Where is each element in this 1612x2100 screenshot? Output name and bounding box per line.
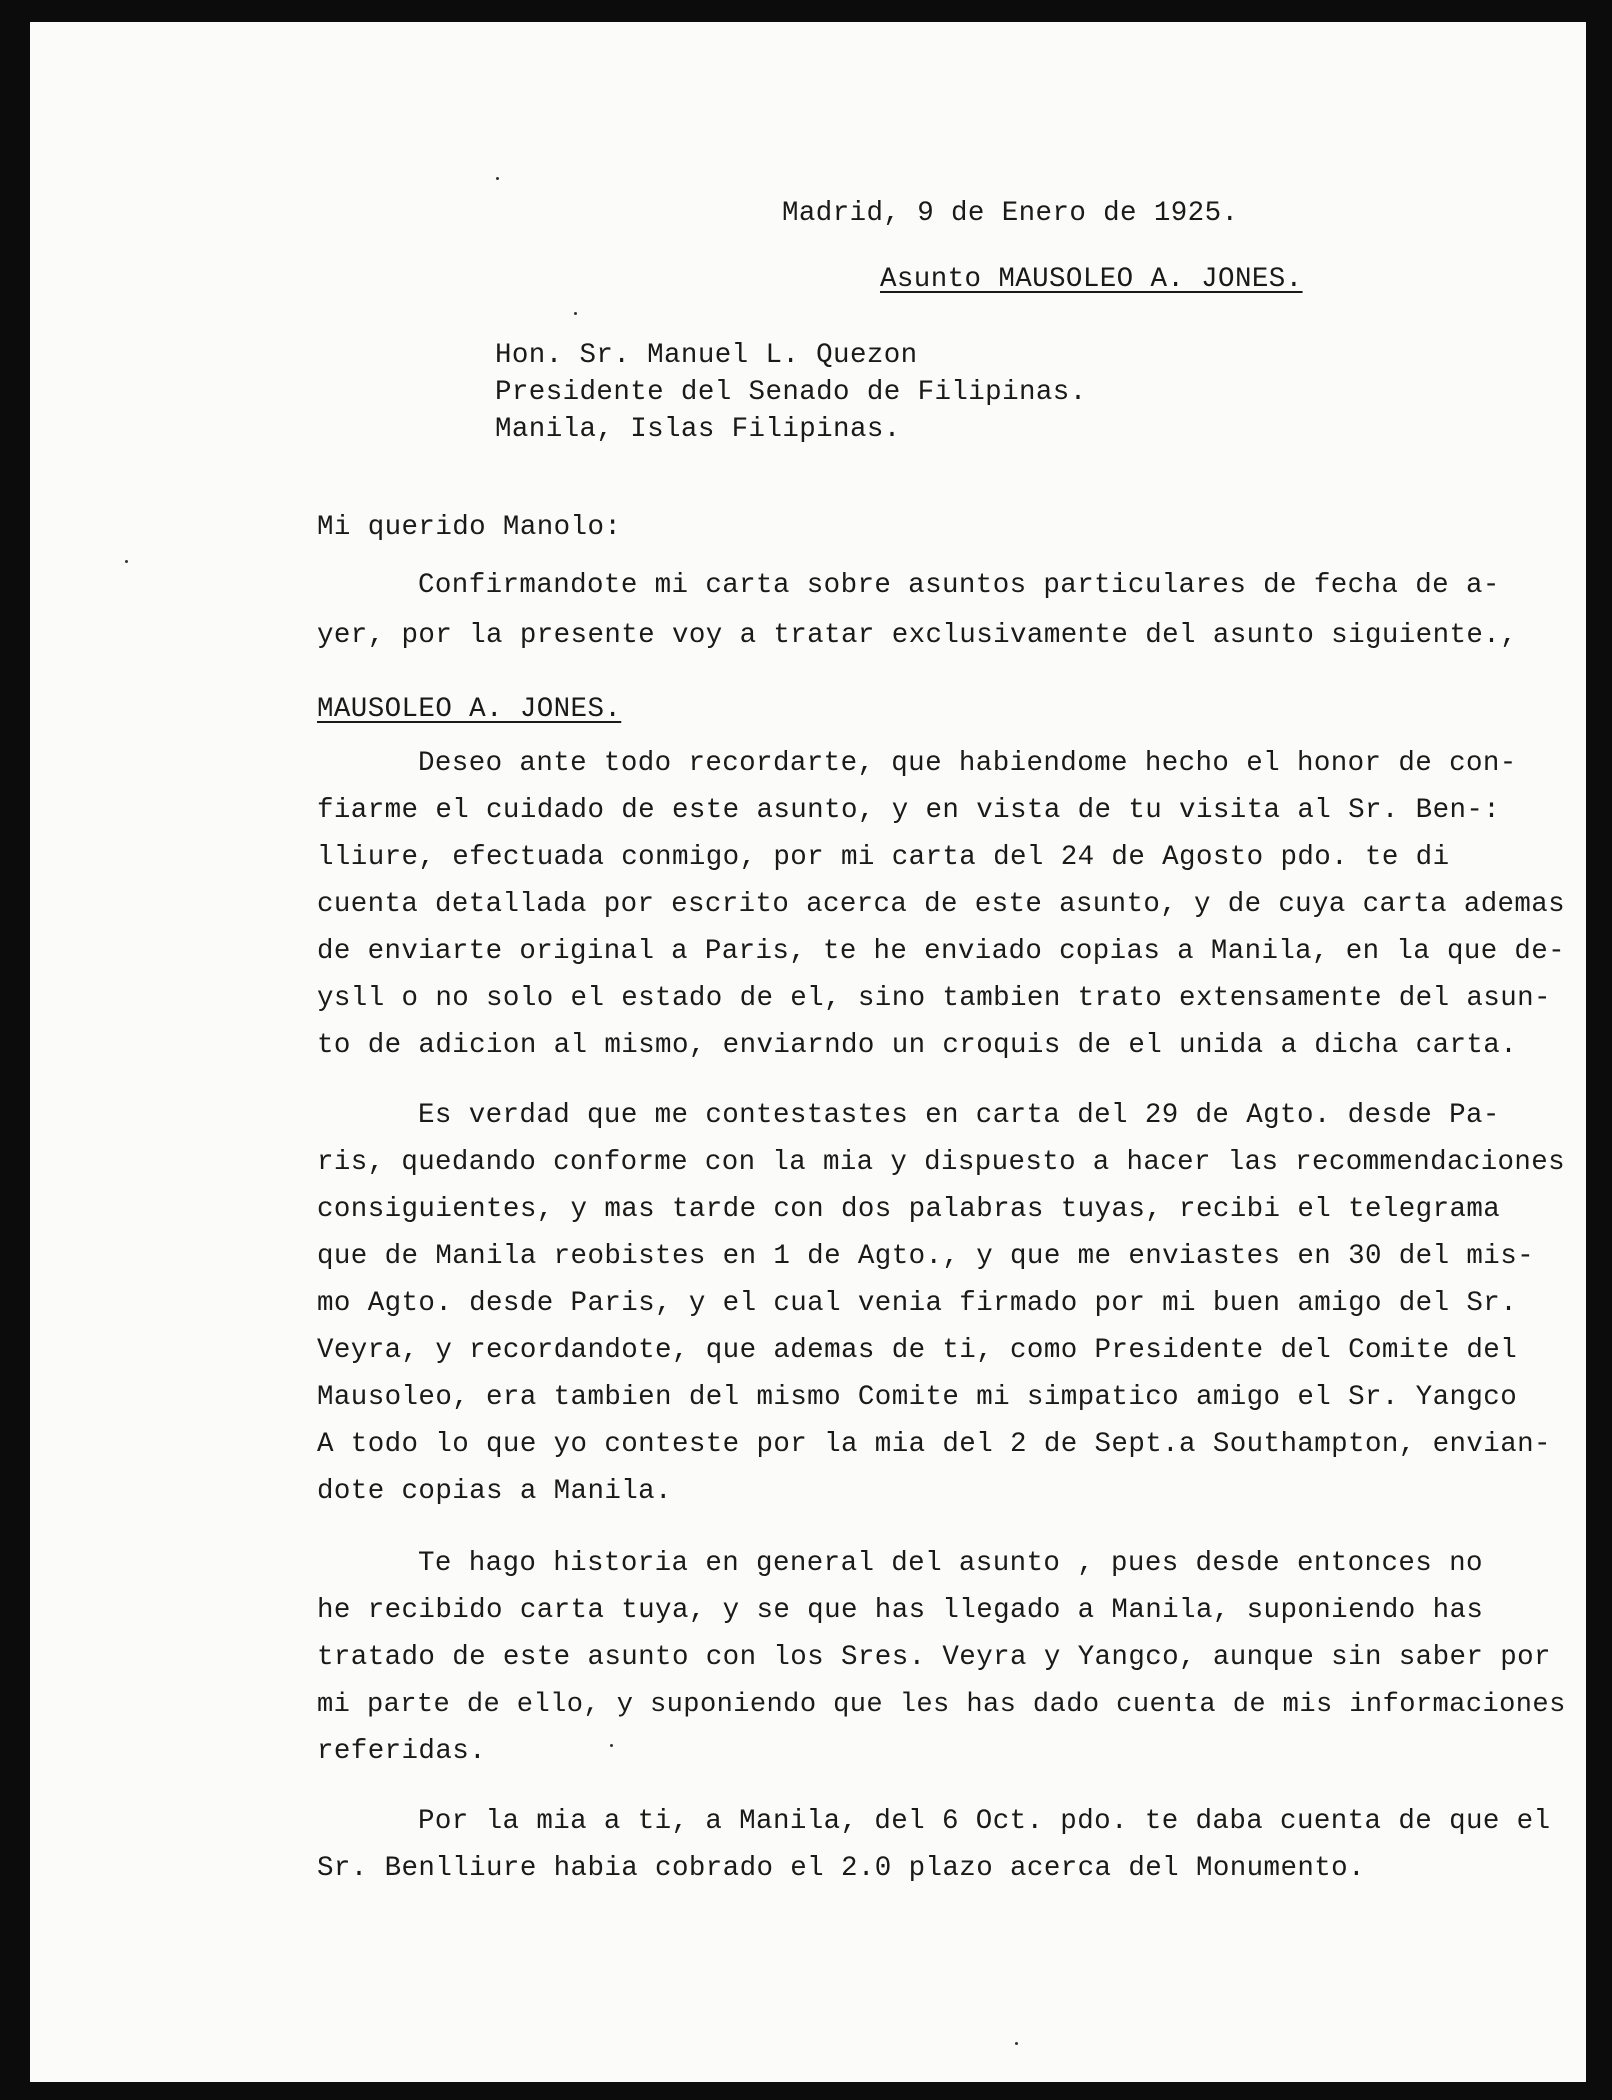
paper-speck: [1015, 2042, 1018, 2045]
paragraph-4-line-4: mi parte de ello, y suponiendo que les has dado cuenta de mis informaciones: [317, 1689, 1566, 1720]
paragraph-2-line-5: de enviarte original a Paris, te he enviado copias a Manila, en la que de-: [317, 936, 1566, 967]
paragraph-3-line-5: mo Agto. desde Paris, y el cual venia firmado por mi buen amigo del Sr.: [317, 1288, 1518, 1319]
paragraph-4-line-2: he recibido carta tuya, y se que has llegado a Manila, suponiendo has: [317, 1595, 1484, 1626]
paragraph-5-line-2: Sr. Benlliure habia cobrado el 2.0 plazo acerca del Monumento.: [317, 1853, 1365, 1884]
letter-date: Madrid, 9 de Enero de 1925.: [782, 198, 1239, 229]
paragraph-3-line-8: A todo lo que yo conteste por la mia del 2 de Sept.a Southampton, envian-: [317, 1429, 1551, 1460]
paragraph-4-line-5: referidas.: [317, 1736, 487, 1767]
paragraph-2-line-3: lliure, efectuada conmigo, por mi carta del 24 de Agosto pdo. te di: [317, 842, 1450, 873]
paragraph-2-line-7: to de adicion al mismo, enviarndo un croquis de el unida a dicha carta.: [317, 1030, 1518, 1061]
paper-speck: [574, 312, 577, 315]
paragraph-4-line-1: Te hago historia en general del asunto , pues desde entonces no: [418, 1548, 1483, 1579]
paragraph-3-line-2: ris, quedando conforme con la mia y dispuesto a hacer las recommendaciones: [317, 1147, 1566, 1178]
letter-page: [30, 22, 1586, 2082]
paragraph-3-line-7: Mausoleo, era tambien del mismo Comite mi simpatico amigo el Sr. Yangco: [317, 1382, 1518, 1413]
letter-body: [30, 22, 1586, 2082]
paragraph-2-line-6: ysll o no solo el estado de el, sino tambien trato extensamente del asun-: [317, 983, 1551, 1014]
recipient-name: Hon. Sr. Manuel L. Quezon: [495, 340, 918, 371]
paragraph-3-line-4: que de Manila reobistes en 1 de Agto., y que me enviastes en 30 del mis-: [317, 1241, 1534, 1272]
paragraph-2-line-2: fiarme el cuidado de este asunto, y en vista de tu visita al Sr. Ben-:: [317, 795, 1501, 826]
section-heading: MAUSOLEO A. JONES.: [317, 694, 622, 725]
paper-speck: [125, 560, 128, 563]
paragraph-2-line-4: cuenta detallada por escrito acerca de este asunto, y de cuya carta ademas: [317, 889, 1566, 920]
paragraph-1-line-1: Confirmandote mi carta sobre asuntos particulares de fecha de a-: [418, 570, 1500, 601]
recipient-address: Manila, Islas Filipinas.: [495, 414, 901, 445]
salutation: Mi querido Manolo:: [317, 512, 622, 543]
paper-speck: [496, 177, 499, 180]
paragraph-1-line-2: yer, por la presente voy a tratar exclusivamente del asunto siguiente.,: [317, 620, 1518, 651]
paper-speck: [610, 1744, 613, 1747]
recipient-title: Presidente del Senado de Filipinas.: [495, 377, 1087, 408]
paragraph-3-line-6: Veyra, y recordandote, que ademas de ti, como Presidente del Comite del: [317, 1335, 1518, 1366]
letter-subject: Asunto MAUSOLEO A. JONES.: [880, 264, 1303, 295]
paragraph-4-line-3: tratado de este asunto con los Sres. Veyra y Yangco, aunque sin saber por: [317, 1642, 1551, 1673]
paragraph-3-line-3: consiguientes, y mas tarde con dos palabras tuyas, recibi el telegrama: [317, 1194, 1501, 1225]
paragraph-3-line-9: dote copias a Manila.: [317, 1476, 672, 1507]
paragraph-5-line-1: Por la mia a ti, a Manila, del 6 Oct. pdo. te daba cuenta de que el: [418, 1806, 1551, 1837]
paragraph-3-line-1: Es verdad que me contestastes en carta del 29 de Agto. desde Pa-: [418, 1100, 1500, 1131]
paragraph-2-line-1: Deseo ante todo recordarte, que habiendome hecho el honor de con-: [418, 748, 1517, 779]
